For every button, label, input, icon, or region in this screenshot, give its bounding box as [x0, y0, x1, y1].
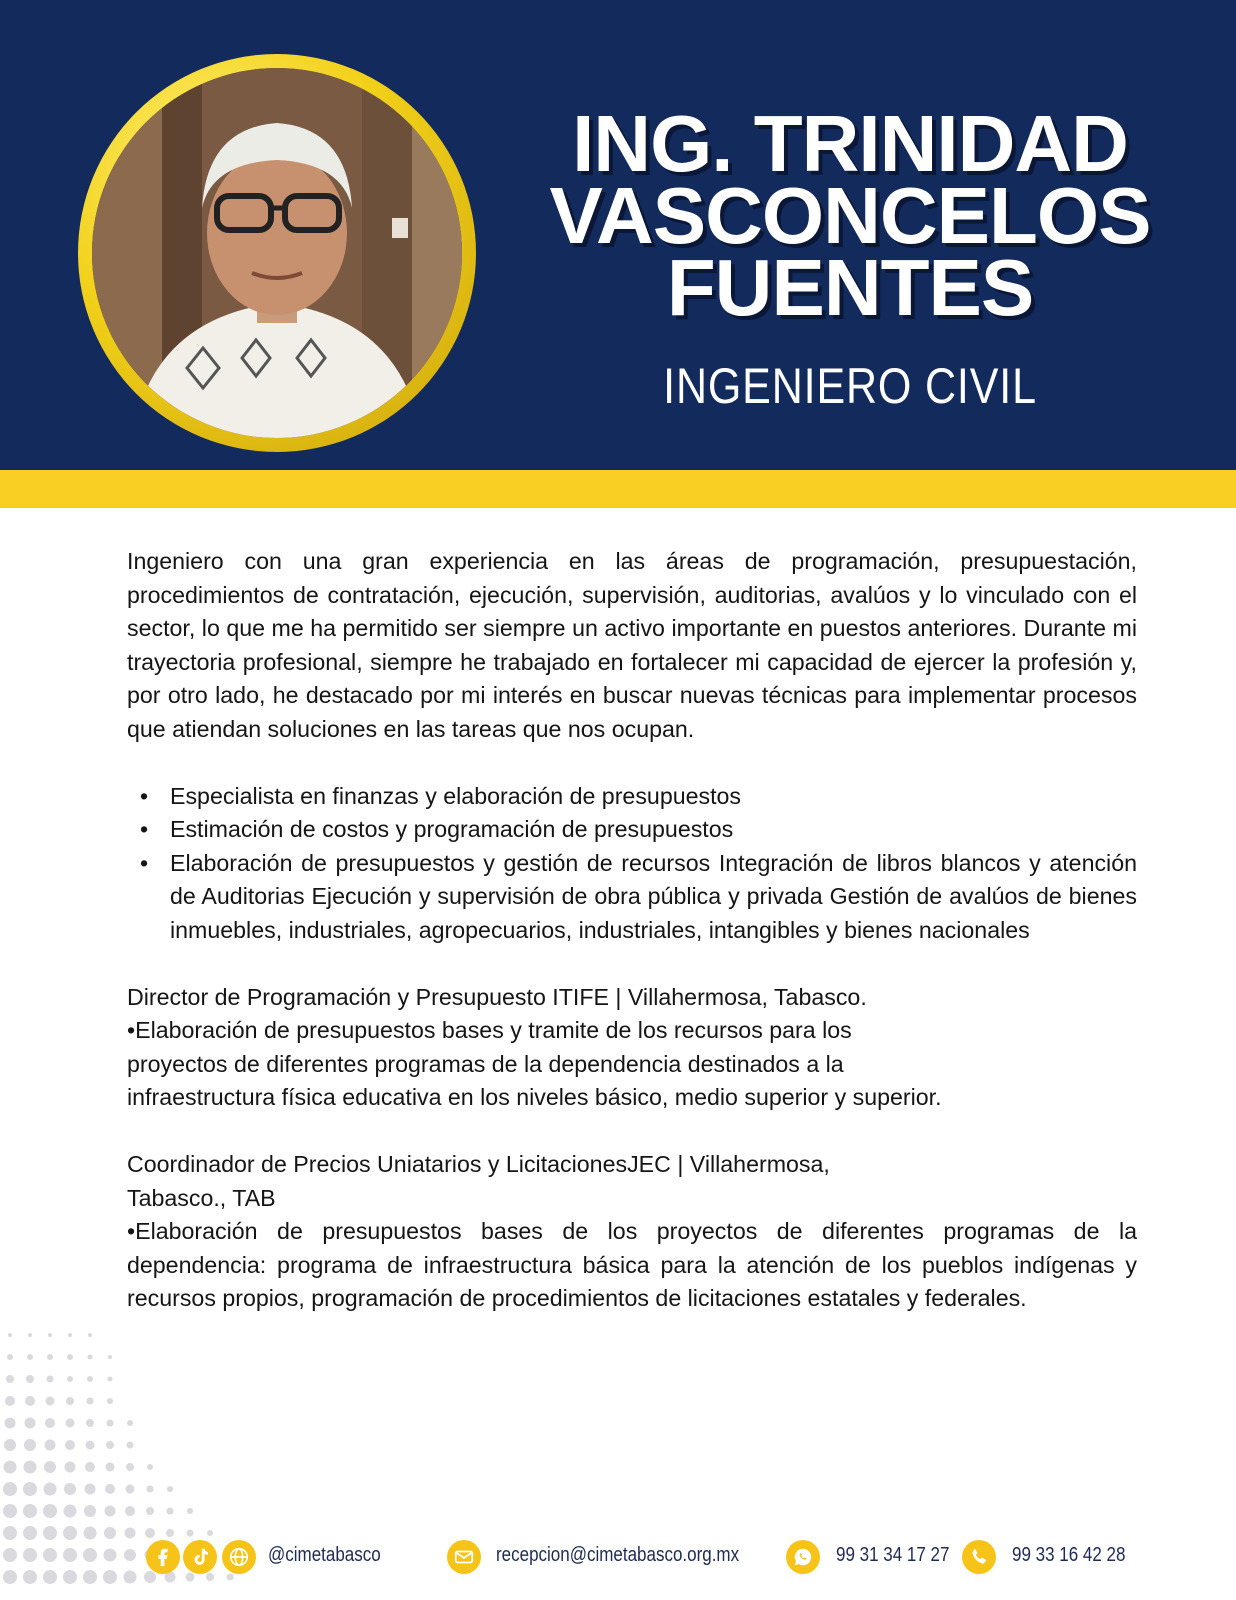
experience-description: •Elaboración de presupuestos bases y tramite de los recursos para los proyectos de diferentes programas de la dependencia destinados a la infraestructura física educativa en los niveles básico, medio superior y superior.: [127, 1017, 942, 1111]
web-icon[interactable]: [222, 1540, 256, 1574]
profile-photo: [92, 68, 462, 438]
email-address[interactable]: recepcion@cimetabasco.org.mx: [496, 1544, 740, 1566]
person-name: [510, 99, 1190, 332]
profile-photo-frame: [78, 54, 476, 452]
tiktok-icon[interactable]: [183, 1540, 217, 1574]
social-handle[interactable]: @cimetabasco: [268, 1544, 381, 1566]
experience-title: Director de Programación y Presupuesto ITIFE | Villahermosa, Tabasco.: [127, 983, 867, 1010]
name-line-3: FUENTES: [666, 243, 1034, 332]
whatsapp-number[interactable]: 99 31 34 17 27: [836, 1544, 950, 1566]
header-accent-stripe: [0, 470, 1236, 508]
name-line-1: ING. TRINIDAD: [572, 99, 1128, 188]
job-title: INGENIERO CIVIL: [663, 358, 1037, 414]
name-line-2: VASCONCELOS: [549, 171, 1151, 260]
resume-body: [127, 545, 1137, 1316]
whatsapp-icon[interactable]: [786, 1540, 820, 1574]
experience-description: •Elaboración de presupuestos bases de los proyectos de diferentes programas de la dependencia: programa de infraestructura básica para la atención de los pueblos indígenas y recursos propios, programación de procedimientos de licitaciones estatales y federales.: [127, 1218, 1137, 1312]
profile-summary: Ingeniero con una gran experiencia en las áreas de programación, presupuestación, procedimientos de contratación, ejecución, supervisión, auditorias, avalúos y lo vinculado con el sector, lo que me ha permitido ser siempre un activo importante en puestos anteriores. Durante mi trayectoria profesional, siempre he trabajado en fortalecer mi capacidad de ejercer la profesión y, por otro lado, he destacado por mi interés en buscar nuevas técnicas para implementar procesos que atiendan soluciones en las tareas que nos ocupan.: [127, 548, 1137, 742]
email-icon[interactable]: [447, 1540, 481, 1574]
experience-entry: [127, 981, 1137, 1115]
list-item: • Especialista en finanzas y elaboración de presupuestos: [170, 780, 1137, 814]
facebook-icon[interactable]: [146, 1540, 180, 1574]
contact-footer: [0, 1540, 1236, 1584]
skills-list: [127, 780, 1137, 948]
list-item: • Estimación de costos y programación de presupuestos: [170, 813, 1137, 847]
list-item: • Elaboración de presupuestos y gestión de recursos Integración de libros blancos y atención de Auditorias Ejecución y supervisión de obra pública y privada Gestión de avalúos de bienes inmuebles, industriales, agropecuarios, industriales, intangibles y bienes nacionales: [170, 847, 1137, 948]
experience-title: Coordinador de Precios Uniatarios y LicitacionesJEC | Villahermosa,: [127, 1150, 830, 1177]
phone-icon[interactable]: [962, 1540, 996, 1574]
experience-entry: [127, 1148, 1137, 1316]
phone-number[interactable]: 99 33 16 42 28: [1012, 1544, 1126, 1566]
experience-location: Tabasco., TAB: [127, 1184, 276, 1211]
